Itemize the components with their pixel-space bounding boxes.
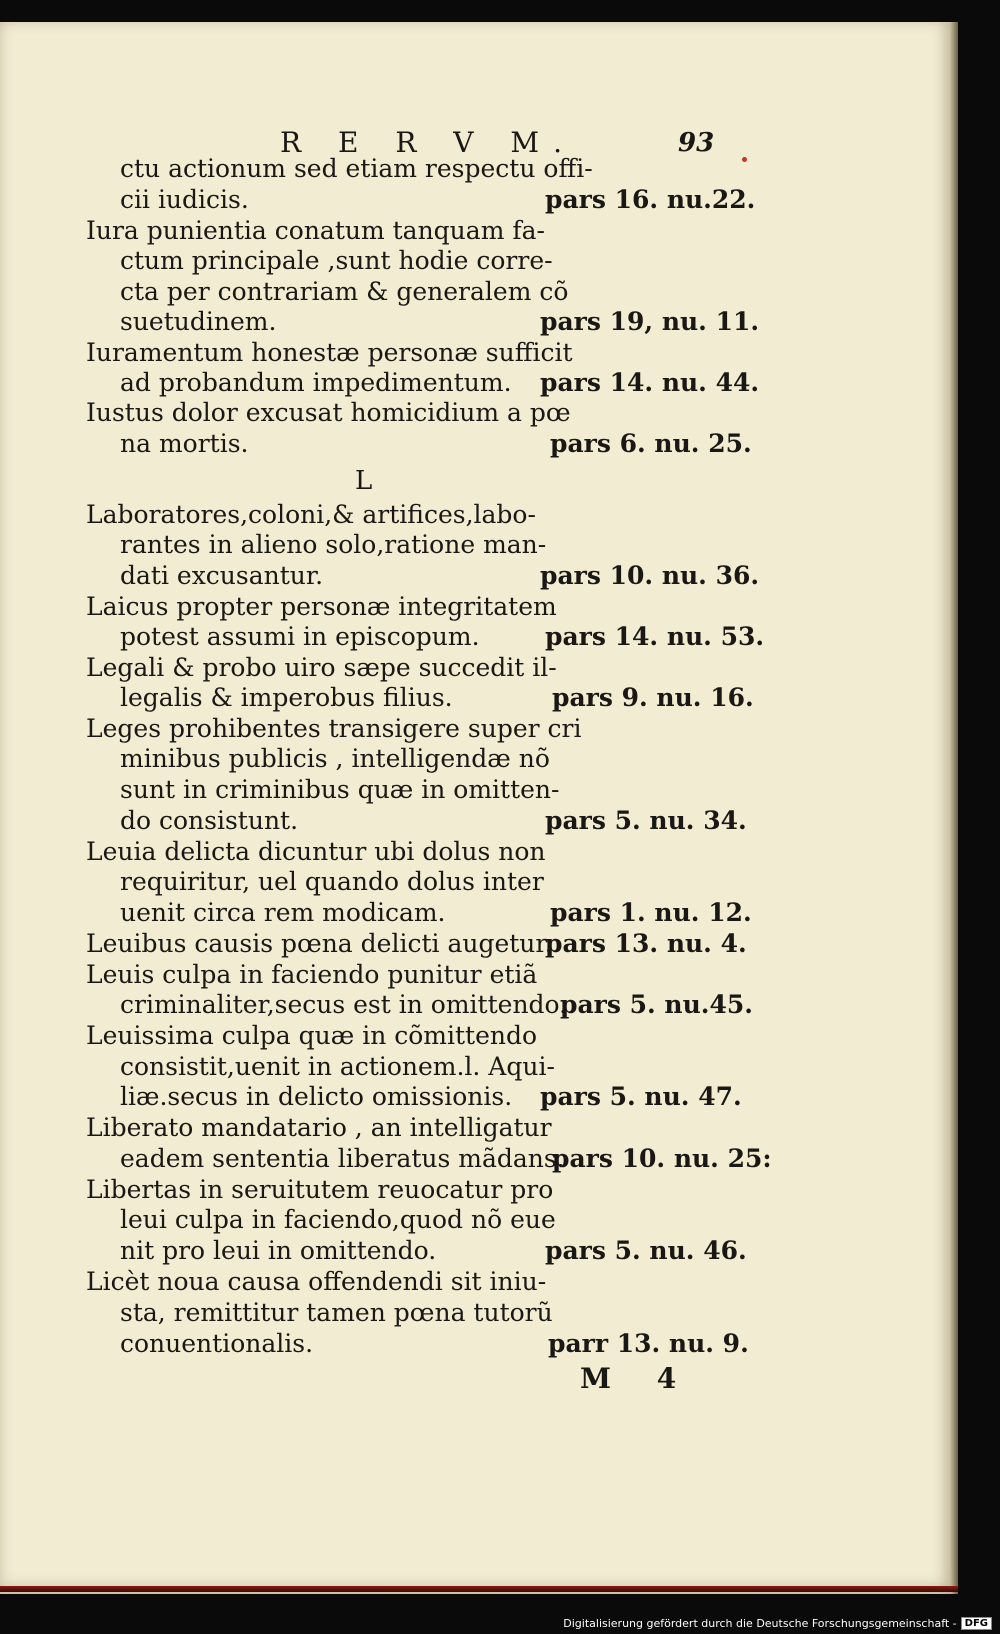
entry-line: uenit circa rem modicam.	[120, 898, 446, 927]
entry-line: Leuia delicta dicuntur ubi dolus non	[86, 837, 546, 866]
entry-line: Laboratores,coloni,& artifices,labo-	[86, 500, 536, 529]
entry-reference: pars 10. nu. 25:	[552, 1144, 772, 1173]
entry-line: Leuibus causis pœna delicti augetur.	[86, 929, 553, 958]
entry-line: Leuissima culpa quæ in cõmittendo	[86, 1021, 538, 1050]
entry-line: legalis & imperobus filius.	[120, 683, 453, 712]
entry-line: do consistunt.	[120, 806, 299, 835]
footer-text: Digitalisierung gefördert durch die Deutsche Forschungsgemeinschaft -	[563, 1617, 957, 1630]
entry-line: ctum principale ,sunt hodie corre-	[120, 246, 553, 275]
entry-line: dati excusantur.	[120, 561, 324, 590]
entry-line: sta, remittitur tamen pœna tutorũ	[120, 1298, 553, 1327]
entry-line: Licèt noua causa offendendi sit iniu-	[86, 1267, 547, 1296]
entry-reference: pars 10. nu. 36.	[540, 561, 760, 590]
entry-line: potest assumi in episcopum.	[120, 622, 480, 651]
entry-line: conuentionalis.	[120, 1329, 314, 1358]
dfg-logo: DFG	[961, 1617, 992, 1630]
entry-line: ctu actionum sed etiam respectu offi-	[120, 154, 593, 183]
entry-reference: pars 9. nu. 16.	[552, 683, 754, 712]
entry-line: rantes in alieno solo,ratione man-	[120, 530, 547, 559]
footer-credit	[563, 1617, 992, 1630]
entry-line: na mortis.	[120, 429, 249, 458]
entry-line: cta per contrariam & generalem cõ	[120, 277, 569, 306]
entry-line: Iustus dolor excusat homicidium a pœ	[86, 398, 571, 427]
section-letter: L	[355, 466, 373, 496]
entry-line: minibus publicis , intelligendæ nõ	[120, 744, 550, 773]
page-edge	[950, 22, 958, 1594]
entry-reference: pars 5. nu.45.	[560, 990, 753, 1019]
entry-reference: pars 14. nu. 44.	[540, 368, 760, 397]
running-head: R E R V M.	[280, 126, 576, 159]
entry-line: leui culpa in faciendo,quod nõ eue	[120, 1205, 556, 1234]
entry-line: requiritur, uel quando dolus inter	[120, 867, 544, 896]
entry-line: liæ.secus in delicto omissionis.	[120, 1082, 513, 1111]
entry-reference: pars 5. nu. 46.	[545, 1236, 747, 1265]
entry-reference: pars 6. nu. 25.	[550, 429, 752, 458]
entry-reference: pars 5. nu. 47.	[540, 1082, 742, 1111]
entry-line: cii iudicis.	[120, 185, 249, 214]
entry-line: Legali & probo uiro sæpe succedit il-	[86, 653, 557, 682]
entry-reference: parr 13. nu. 9.	[548, 1329, 749, 1358]
page-number: 93	[678, 128, 715, 158]
entry-reference: pars 5. nu. 34.	[545, 806, 747, 835]
entry-reference: pars 16. nu.22.	[545, 185, 756, 214]
entry-reference: pars 1. nu. 12.	[550, 898, 752, 927]
entry-reference: pars 14. nu. 53.	[545, 622, 765, 651]
entry-line: consistit,uenit in actionem.l. Aqui-	[120, 1052, 555, 1081]
entry-line: criminaliter,secus est in omittendo.	[120, 990, 568, 1019]
entry-line: sunt in criminibus quæ in omitten-	[120, 775, 560, 804]
entry-line: eadem sententia liberatus mãdans.	[120, 1144, 565, 1173]
entry-reference: pars 19, nu. 11.	[540, 307, 760, 336]
entry-line: Iuramentum honestæ personæ sufficit	[86, 338, 573, 367]
entry-line: Laicus propter personæ integritatem	[86, 592, 557, 621]
entry-line: Libertas in seruitutem reuocatur pro	[86, 1175, 554, 1204]
entry-line: ad probandum impedimentum.	[120, 368, 512, 397]
entry-line: Leuis culpa in faciendo punitur etiã	[86, 960, 538, 989]
entry-line: nit pro leui in omittendo.	[120, 1236, 437, 1265]
entry-line: Liberato mandatario , an intelligatur	[86, 1113, 552, 1142]
entry-line: Iura punientia conatum tanquam fa-	[86, 216, 545, 245]
entry-reference: pars 13. nu. 4.	[545, 929, 747, 958]
entry-line: Leges prohibentes transigere super cri	[86, 714, 582, 743]
entry-line: suetudinem.	[120, 307, 277, 336]
signature-mark: M 4	[580, 1362, 695, 1395]
